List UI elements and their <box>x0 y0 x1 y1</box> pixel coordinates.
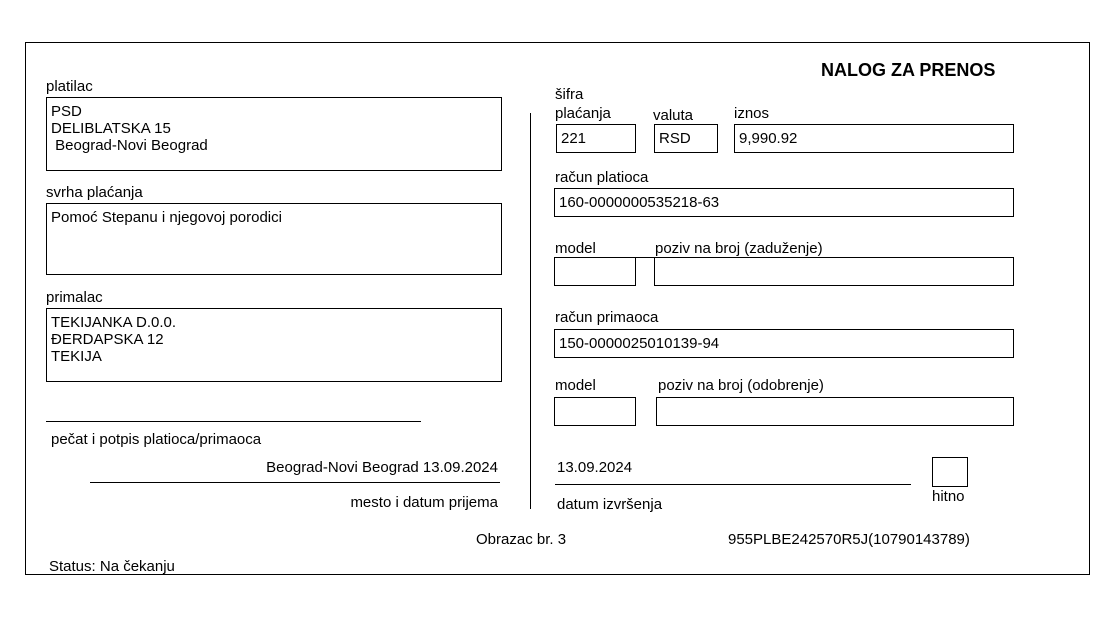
credit-model-field[interactable] <box>554 397 636 426</box>
credit-ref-field[interactable] <box>656 397 1014 426</box>
place-date-label: mesto i datum prijema <box>350 494 498 511</box>
reference-code: 955PLBE242570R5J(10790143789) <box>728 531 970 548</box>
recipient-account-field[interactable] <box>554 329 1014 358</box>
currency-value: RSD <box>659 130 691 147</box>
amount-field[interactable] <box>734 124 1014 153</box>
execution-date-value: 13.09.2024 <box>557 459 633 476</box>
recipient-line-1: TEKIJANKA D.0.0. <box>51 314 177 331</box>
execution-date-label: datum izvršenja <box>557 496 663 513</box>
payment-code-label-2: plaćanja <box>555 105 611 122</box>
credit-model-label: model <box>555 377 596 394</box>
place-date-value: Beograd-Novi Beograd 13.09.2024 <box>266 459 498 476</box>
debit-model-label: model <box>555 240 596 257</box>
recipient-account-value: 150-0000025010139-94 <box>559 335 720 352</box>
purpose-box[interactable] <box>46 203 502 275</box>
payment-code-field[interactable] <box>556 124 636 153</box>
recipient-account-label: račun primaoca <box>555 309 659 326</box>
execution-date-line <box>555 484 911 485</box>
urgent-checkbox[interactable] <box>932 457 968 487</box>
payer-line-3: Beograd-Novi Beograd <box>51 137 208 154</box>
payer-account-field[interactable] <box>554 188 1014 217</box>
purpose-value: Pomoć Stepanu i njegovoj porodici <box>51 209 282 226</box>
recipient-line-3: TEKIJA <box>51 348 102 365</box>
payment-code-label-1: šifra <box>555 86 584 103</box>
form-title: NALOG ZA PRENOS <box>821 60 996 80</box>
recipient-label: primalac <box>46 289 103 306</box>
amount-label: iznos <box>734 105 770 122</box>
debit-ref-field[interactable] <box>654 257 1014 286</box>
payer-account-value: 160-0000000535218-63 <box>559 194 720 211</box>
credit-ref-label: poziv na broj (odobrenje) <box>658 377 824 394</box>
debit-model-field[interactable] <box>554 257 636 286</box>
form-number: Obrazac br. 3 <box>476 531 567 548</box>
payer-line-1: PSD <box>51 103 82 120</box>
signature-line <box>46 421 421 422</box>
column-divider <box>530 113 531 509</box>
amount-value: 9,990.92 <box>739 130 798 147</box>
payer-box[interactable] <box>46 97 502 171</box>
payment-code-value: 221 <box>561 130 587 147</box>
currency-field[interactable] <box>654 124 718 153</box>
signature-label: pečat i potpis platioca/primaoca <box>51 431 262 448</box>
currency-label: valuta <box>653 107 694 124</box>
payer-label: platilac <box>46 78 93 95</box>
status-text: Status: Na čekanju <box>49 558 175 575</box>
recipient-box[interactable] <box>46 308 502 382</box>
payer-line-2: DELIBLATSKA 15 <box>51 120 171 137</box>
place-date-line <box>90 482 500 483</box>
payment-order-form <box>25 42 1090 575</box>
urgent-label: hitno <box>932 488 965 505</box>
debit-ref-label: poziv na broj (zaduženje) <box>655 240 823 257</box>
payer-account-label: račun platioca <box>555 169 649 186</box>
recipient-line-2: ĐERDAPSKA 12 <box>51 331 164 348</box>
purpose-label: svrha plaćanja <box>46 184 143 201</box>
